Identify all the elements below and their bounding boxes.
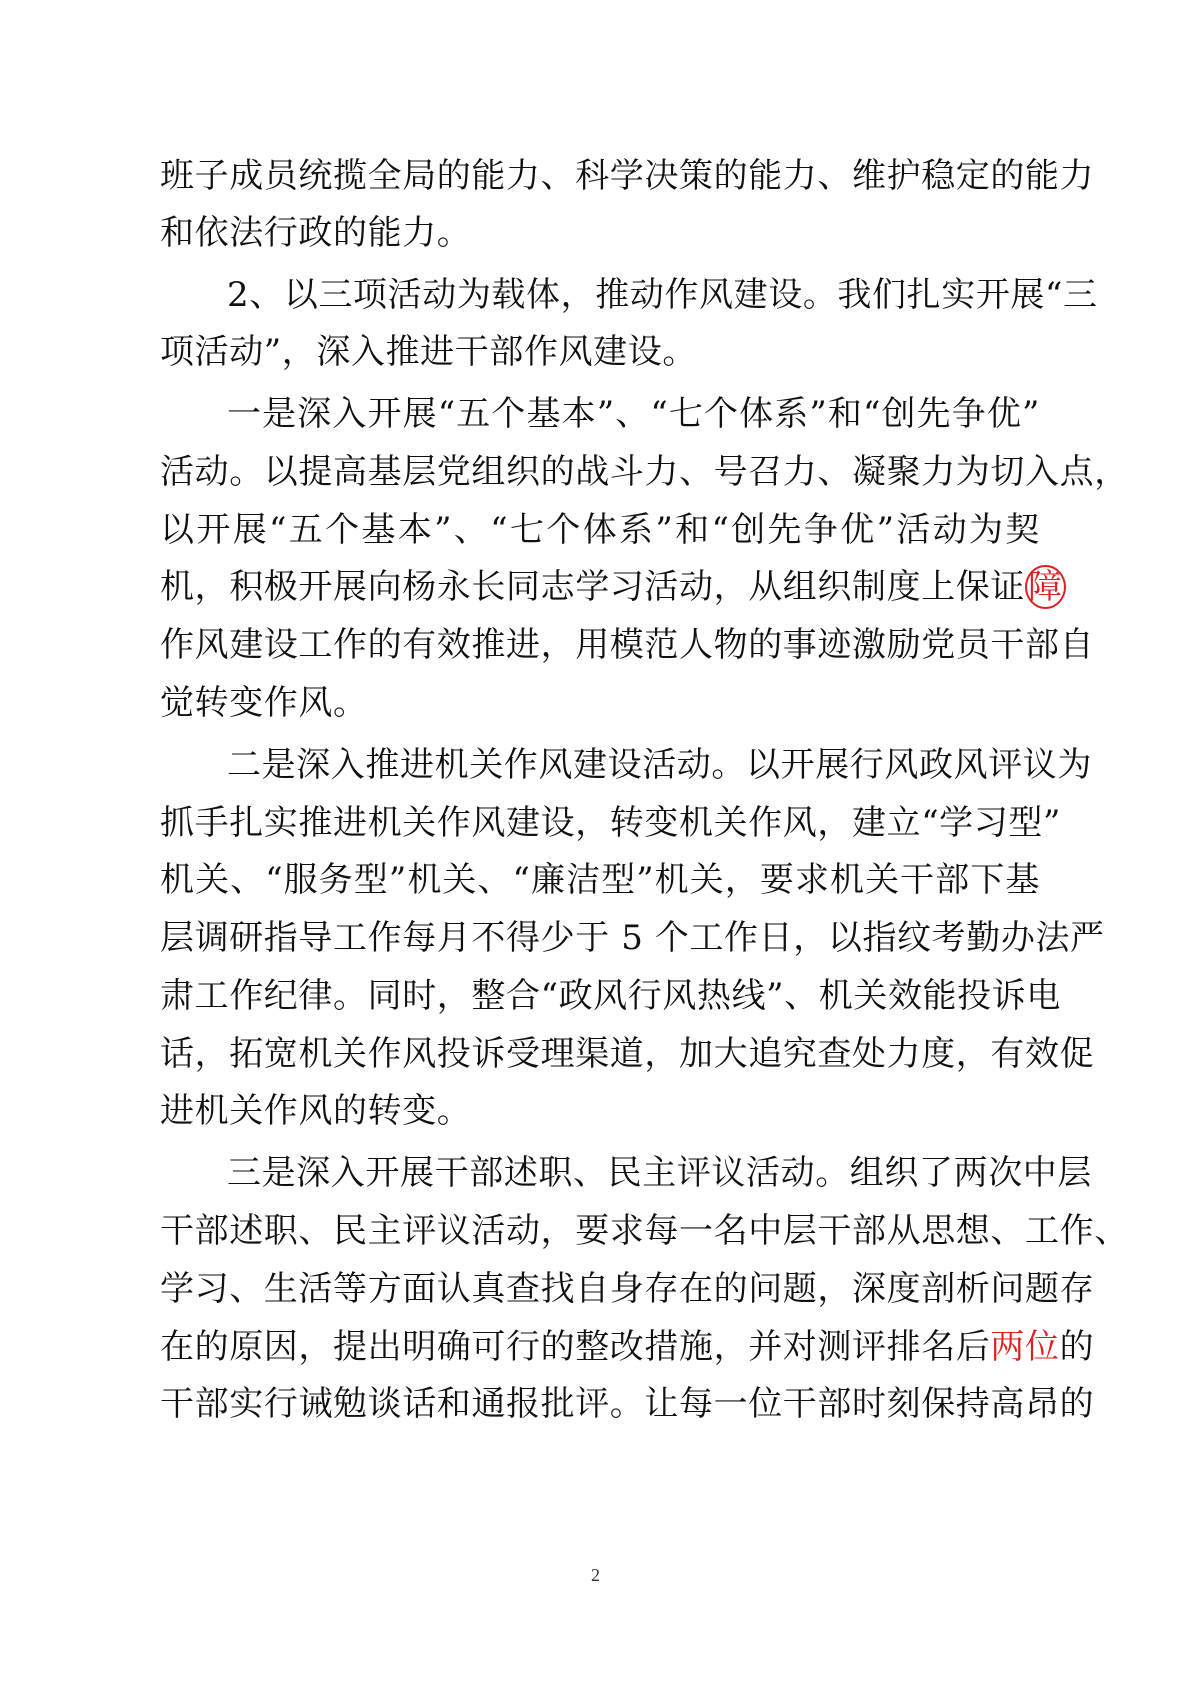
body-line [160,567,1063,607]
body-line: 和依法行政的能力。 [160,213,472,253]
body-line: 一是深入开展“五个基本”、“七个体系”和“创先争优” [227,394,1040,434]
body-text: 的 [1059,1327,1095,1367]
highlighted-text: 两位 [990,1327,1060,1367]
body-line: 学习、生活等方面认真查找自身存在的问题，深度剖析问题存 [160,1269,1095,1309]
circled-correction-mark: 障 [1025,565,1066,609]
body-line: 话，拓宽机关作风投诉受理渠道，加大追究查处力度，有效促 [160,1034,1095,1074]
body-text: 在的原因，提出明确可行的整改措施，并对测评排名后 [160,1327,991,1367]
body-line: 层调研指导工作每月不得少于 5 个工作日，以指纹考勤办法严 [160,918,1105,958]
body-line: 三是深入开展干部述职、民主评议活动。组织了两次中层 [227,1153,1092,1193]
body-line: 项活动”，深入推进干部作风建设。 [160,332,697,372]
body-line: 肃工作纪律。同时，整合“政风行风热线”、机关效能投诉电 [160,976,1061,1016]
body-line: 班子成员统揽全局的能力、科学决策的能力、维护稳定的能力 [160,156,1095,196]
body-line: 觉转变作风。 [160,683,368,723]
paragraph-heading-line: 2、以三项活动为载体，推动作风建设。我们扎实开展“三 [227,275,1098,315]
body-line: 进机关作风的转变。 [160,1091,472,1131]
body-line: 干部述职、民主评议活动，要求每一名中层干部从思想、工作、 [160,1211,1129,1251]
body-line: 活动。以提高基层党组织的战斗力、号召力、凝聚力为切入点， [160,452,1129,492]
body-text: 机，积极开展向杨永长同志学习活动，从组织制度上保证 [160,567,1025,607]
body-line: 作风建设工作的有效推进，用模范人物的事迹激励党员干部自 [160,625,1095,665]
body-line: 二是深入推进机关作风建设活动。以开展行风政风评议为 [227,745,1092,785]
body-line: 机关、“服务型”机关、“廉洁型”机关，要求机关干部下基 [160,860,1040,900]
page-number: 2 [591,1565,600,1585]
body-line: 抓手扎实推进机关作风建设，转变机关作风，建立“学习型” [160,803,1061,843]
body-line: 以开展“五个基本”、“七个体系”和“创先争优”活动为契 [160,510,1040,550]
body-line: 干部实行诫勉谈话和通报批评。让每一位干部时刻保持高昂的 [160,1384,1095,1424]
body-line [160,1327,1095,1367]
